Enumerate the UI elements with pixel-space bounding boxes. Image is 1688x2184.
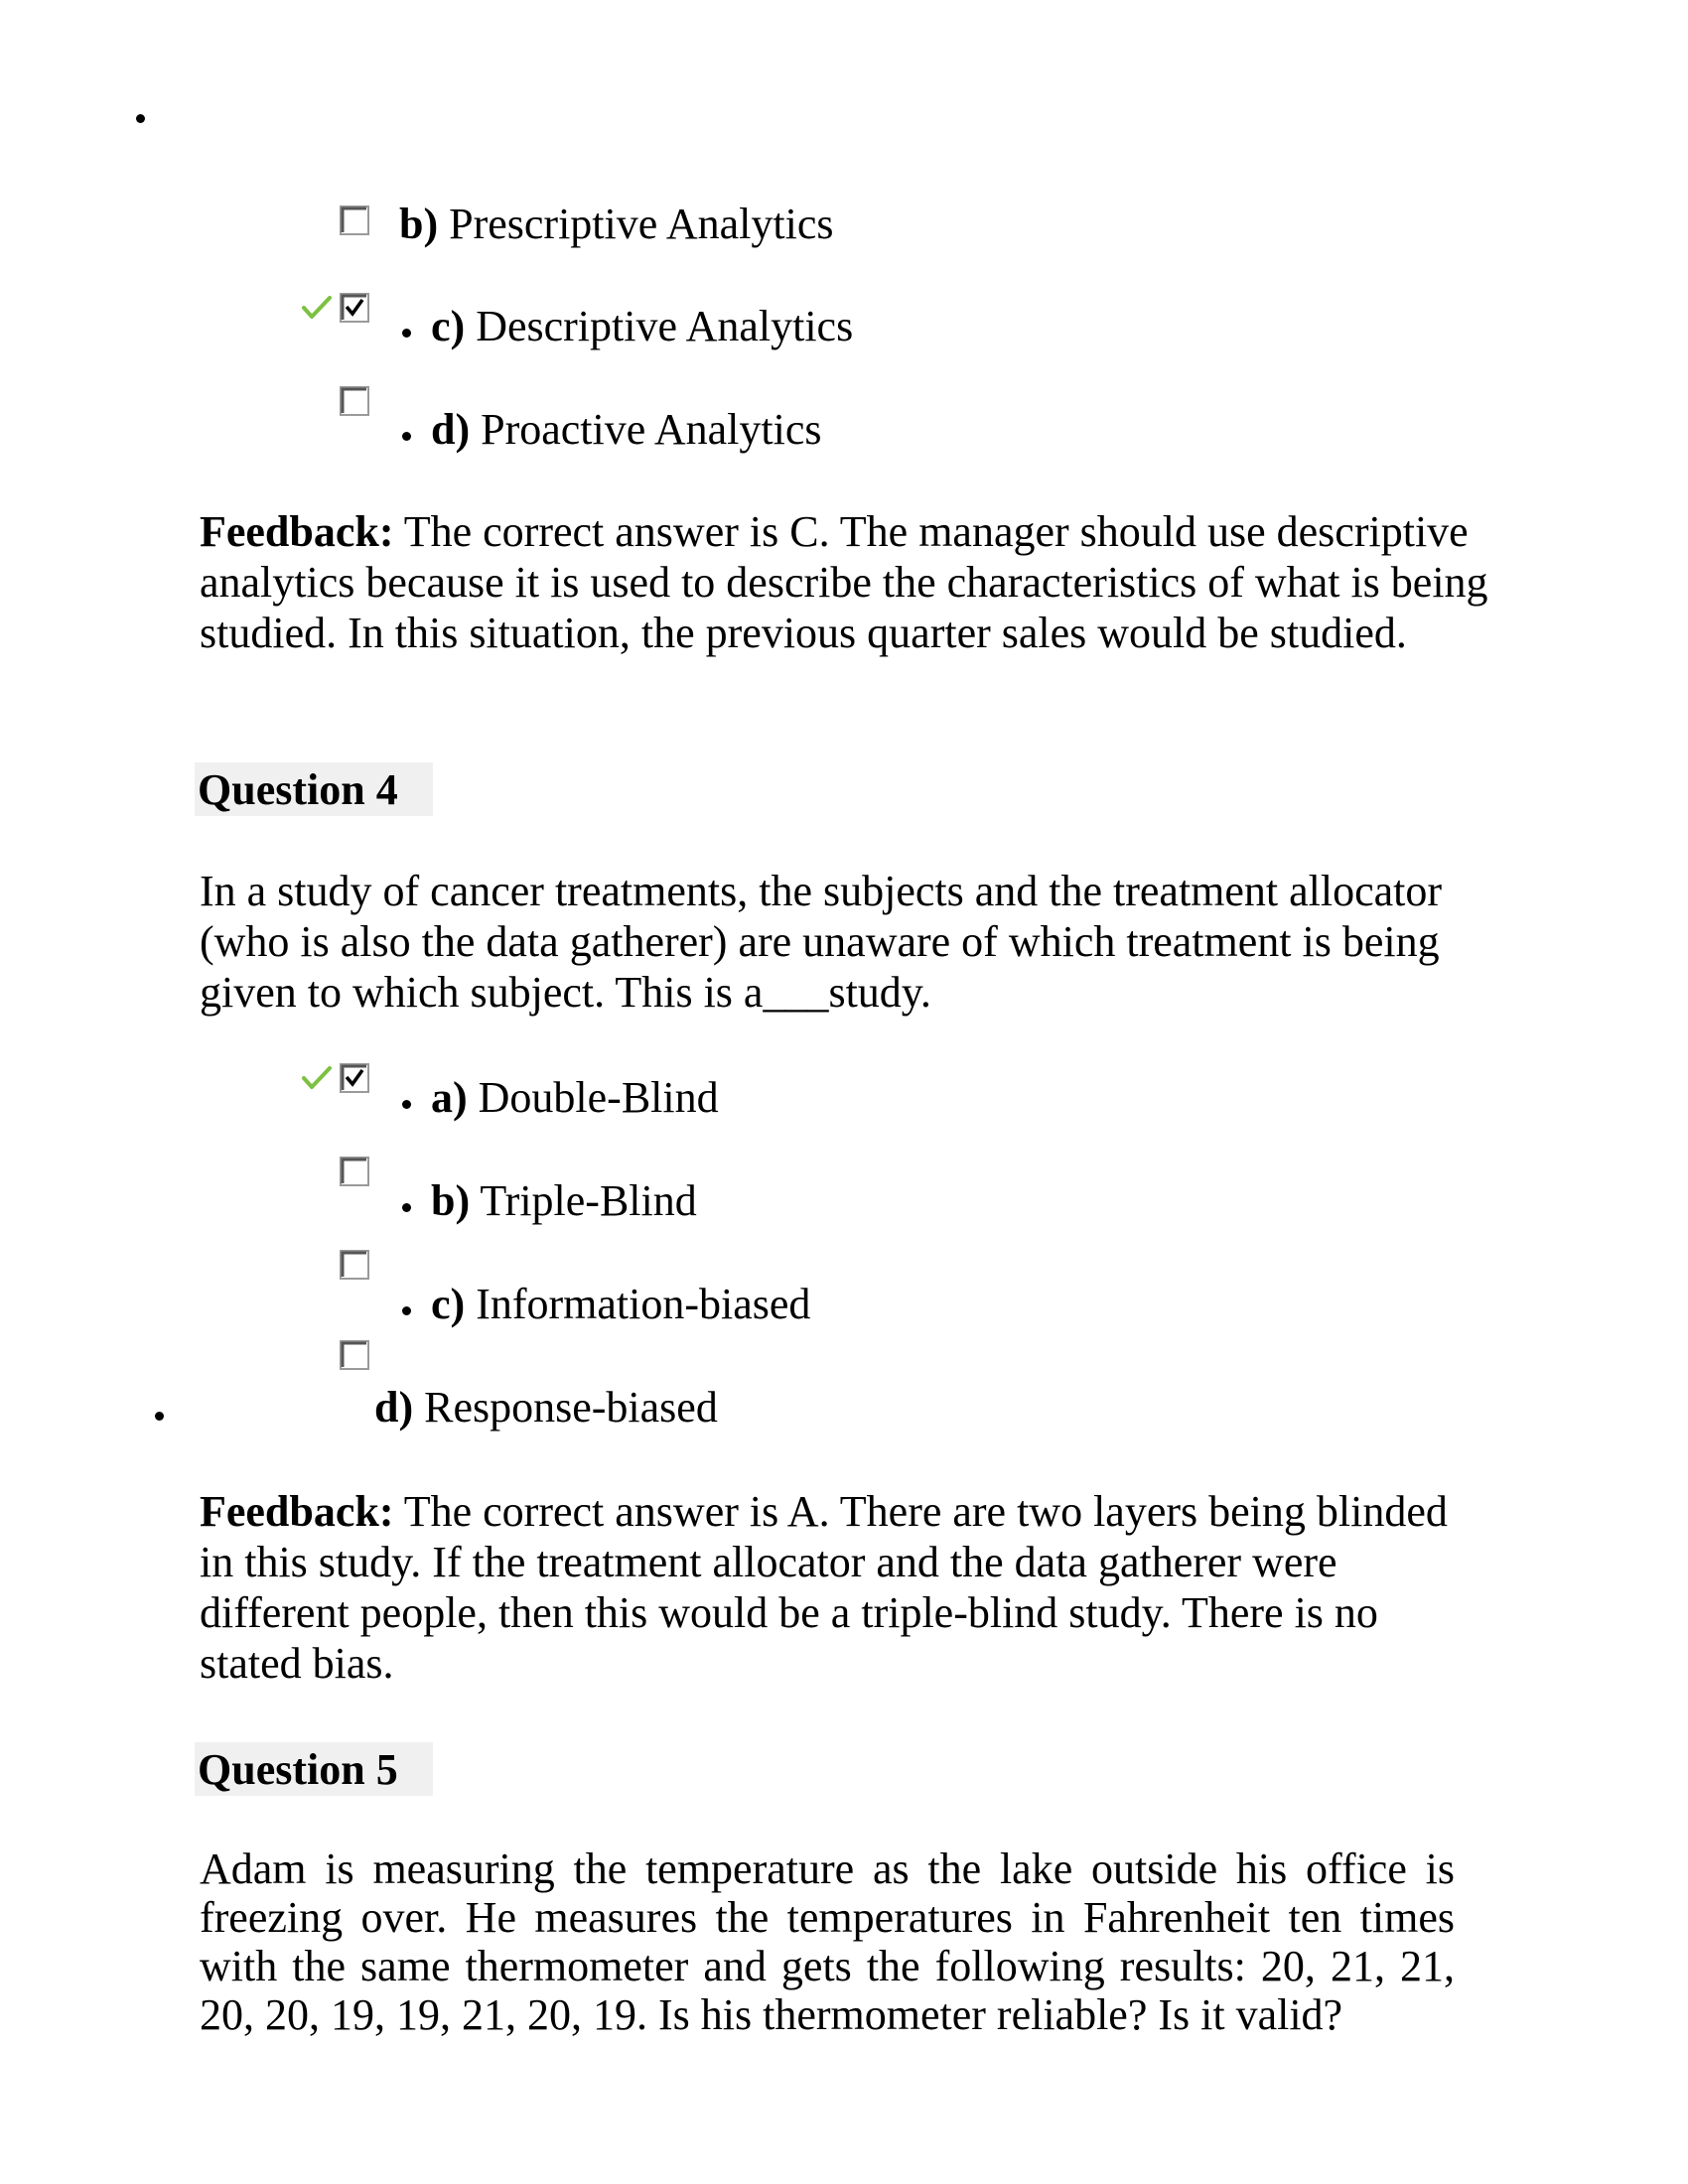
checkbox-q3-c-checked[interactable] (340, 293, 369, 323)
option-text: Information-biased (476, 1280, 811, 1328)
list-bullet (402, 432, 411, 441)
checkbox-q4-a-checked[interactable] (340, 1063, 369, 1093)
option-letter: d) (374, 1383, 414, 1432)
checkbox-q4-d[interactable] (340, 1340, 369, 1370)
correct-check-icon (302, 296, 332, 320)
checkbox-q4-c[interactable] (340, 1250, 369, 1280)
checkbox-q3-d[interactable] (340, 386, 369, 416)
option-q4-d (374, 1382, 718, 1434)
list-bullet (402, 1100, 411, 1109)
option-letter: c) (431, 1280, 466, 1328)
list-bullet (402, 1203, 411, 1212)
option-q3-b (399, 199, 834, 251)
option-q4-c (431, 1279, 810, 1331)
option-text: Double-Blind (478, 1073, 719, 1122)
question-5-text: Adam is measuring the temperature as the lake outside his office is freezing over. He measures the temperatures in Fahrenheit ten times with the same thermometer and gets the following results: 20, 21, 21, 20, 20, 19, 19, 21, 20, 19. Is his thermometer reliable? Is it valid? (200, 1844, 1455, 2039)
question-4-text: In a study of cancer treatments, the subjects and the treatment allocator (who is also the data gatherer) are unaware of which treatment is being given to which subject. This is a___study. (200, 867, 1443, 1017)
option-letter: c) (431, 302, 466, 350)
option-q4-b (431, 1175, 697, 1228)
feedback-q3 (200, 506, 1490, 658)
option-q3-d (431, 404, 822, 457)
feedback-q4 (200, 1486, 1490, 1689)
list-bullet (402, 329, 411, 338)
option-text: Proactive Analytics (481, 405, 822, 454)
option-letter: b) (431, 1176, 471, 1225)
option-text: Prescriptive Analytics (449, 200, 834, 248)
option-text: Response-biased (424, 1383, 718, 1432)
option-letter: a) (431, 1073, 468, 1122)
correct-check-icon (302, 1066, 332, 1090)
option-text: Triple-Blind (480, 1176, 697, 1225)
feedback-text: The correct answer is A. There are two layers being blinded in this study. If the treatment allocator and the data gatherer were different people, then this would be a triple-blind study. There is no stated bias. (200, 1487, 1448, 1688)
stray-bullet (155, 1412, 164, 1421)
checkbox-q4-b[interactable] (340, 1157, 369, 1186)
feedback-text: The correct answer is C. The manager should use descriptive analytics because it is used to describe the characteristics of what is being studied. In this situation, the previous quarter sales would be studied. (200, 507, 1488, 657)
stray-bullet-top (136, 114, 145, 123)
option-q4-a (431, 1072, 719, 1125)
option-text: Descriptive Analytics (476, 302, 854, 350)
option-letter: b) (399, 200, 439, 248)
list-bullet (402, 1306, 411, 1315)
option-letter: d) (431, 405, 471, 454)
option-q3-c (431, 301, 853, 353)
checkbox-q3-b[interactable] (340, 205, 369, 235)
question-5-heading: Question 5 (195, 1742, 433, 1796)
question-4-heading: Question 4 (195, 762, 433, 816)
feedback-label: Feedback: (200, 507, 394, 556)
feedback-label: Feedback: (200, 1487, 394, 1536)
